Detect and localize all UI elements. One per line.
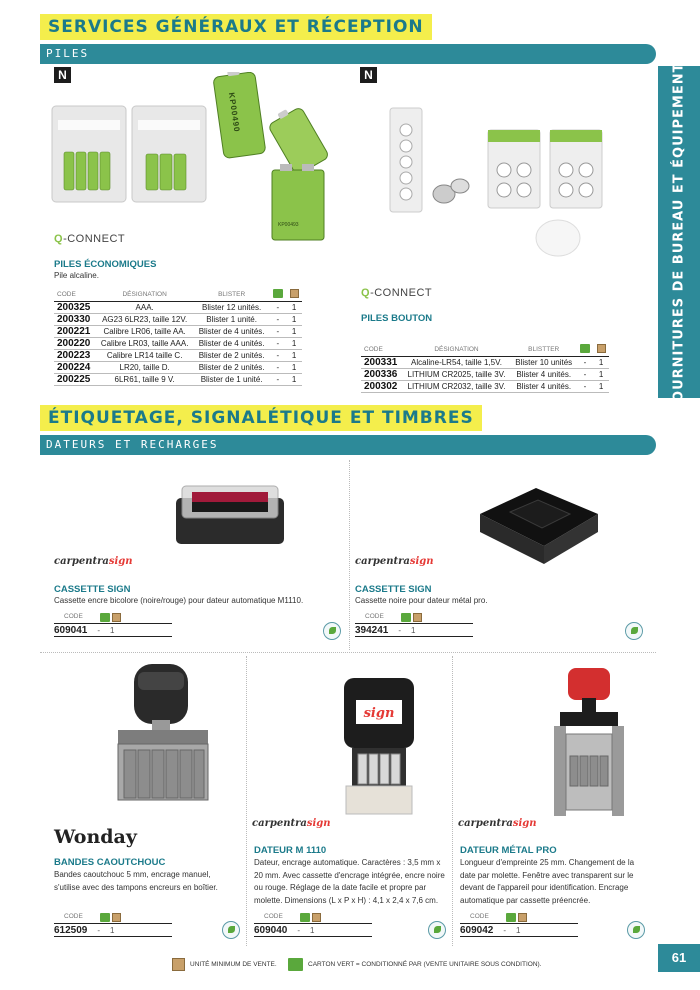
section-title-services: SERVICES GÉNÉRAUX ET RÉCEPTION [40, 14, 432, 40]
qty-cell: 1 [286, 338, 302, 350]
box-icon [172, 958, 185, 971]
dateur-m1110-image [334, 674, 424, 820]
piles-eco-table [54, 288, 302, 386]
code-box [460, 913, 578, 937]
button-batteries-image [380, 104, 610, 260]
box-icon [312, 913, 321, 922]
dash: - [97, 925, 101, 935]
designation-cell: Alcaline-LR54, taille 1,5V. [402, 357, 511, 369]
col-designation: DÉSIGNATION [402, 343, 511, 357]
box-icon [112, 913, 121, 922]
designation-cell: AAA. [95, 302, 193, 314]
product-code: 200331 [361, 357, 402, 369]
sign-name: sign [108, 556, 133, 567]
carpentra-logo [458, 818, 537, 829]
dash: - [503, 925, 507, 935]
code-label: CODE [64, 913, 83, 920]
green-carton-icon [288, 958, 303, 971]
product-desc-piles-eco: Pile alcaline. [54, 271, 99, 280]
blister-cell: Blister 10 unités [511, 357, 577, 369]
qty-cell: 1 [286, 374, 302, 386]
dash: - [297, 925, 301, 935]
min-qty: 1 [516, 925, 521, 935]
designation-cell: LITHIUM CR2032, taille 3V. [402, 381, 511, 393]
product-code: 394241 [355, 624, 389, 636]
qty-cell: 1 [286, 314, 302, 326]
col-blister: BLISTTER [511, 343, 577, 357]
table-row [54, 374, 302, 386]
eco-label-icon [428, 921, 446, 939]
table-row [54, 302, 302, 314]
qconnect-logo [361, 287, 432, 299]
batteries-image [50, 72, 350, 242]
table-row [54, 314, 302, 326]
product-title: CASSETTE SIGN [54, 584, 131, 595]
designation-cell: Calibre LR03, taille AAA. [95, 338, 193, 350]
side-tab-label: FOURNITURES DE BUREAU ET ÉQUIPEMENTS [671, 52, 687, 412]
battery-9v-label: KP00493 [278, 222, 299, 228]
code-box [254, 913, 372, 937]
box-icon [290, 289, 299, 298]
code-box [355, 613, 473, 637]
dateur-metal-pro-image [548, 664, 628, 826]
dash-cell: - [269, 362, 286, 374]
min-qty: 1 [310, 925, 315, 935]
green-carton-icon [300, 913, 310, 922]
box-icon [413, 613, 422, 622]
new-badge: N [54, 67, 71, 83]
table-row [361, 357, 609, 369]
product-title: CASSETTE SIGN [355, 584, 432, 595]
blister-cell: Blister 4 unités. [511, 369, 577, 381]
dash-cell: - [269, 350, 286, 362]
product-title-piles-eco: PILES ÉCONOMIQUES [54, 259, 157, 270]
product-code: 200336 [361, 369, 402, 381]
carpentra-logo [355, 556, 434, 567]
dash-cell: - [269, 374, 286, 386]
green-carton-icon [506, 913, 516, 922]
product-code: 612509 [54, 924, 88, 936]
min-qty: 1 [411, 625, 416, 635]
product-title: BANDES CAOUTCHOUC [54, 857, 166, 868]
product-code: 609042 [460, 924, 494, 936]
qty-cell: 1 [286, 302, 302, 314]
product-code: 200224 [54, 362, 95, 374]
subsection-bar-dateurs: DATEURS ET RECHARGES [40, 435, 656, 455]
legend-unit [172, 958, 277, 971]
blister-cell: Blister de 2 unités. [194, 362, 270, 374]
table-row [54, 350, 302, 362]
blister-cell: Blister de 4 unités. [194, 338, 270, 350]
code-label: CODE [470, 913, 489, 920]
eco-label-icon [627, 921, 645, 939]
box-icon [518, 913, 527, 922]
code-box [54, 613, 172, 637]
green-carton-icon [273, 289, 283, 298]
qconnect-q: Q [54, 233, 64, 245]
subsection-bar-piles: PILES [40, 44, 656, 64]
designation-cell: LR20, taille D. [95, 362, 193, 374]
table-row [54, 338, 302, 350]
code-box [54, 913, 172, 937]
dash-cell: - [269, 326, 286, 338]
eco-label-icon [323, 622, 341, 640]
product-title-piles-bouton: PILES BOUTON [361, 313, 433, 324]
column-divider [349, 460, 350, 650]
min-qty: 1 [110, 925, 115, 935]
table-row [54, 362, 302, 374]
column-divider [452, 656, 453, 946]
qconnect-rest: -CONNECT [370, 287, 433, 299]
product-code: 200223 [54, 350, 95, 362]
product-code: 200325 [54, 302, 95, 314]
carpentra-name: carpentra [54, 556, 109, 567]
qconnect-q: Q [361, 287, 371, 299]
carpentra-name: carpentra [355, 556, 410, 567]
bandes-caoutchouc-image [108, 660, 218, 816]
designation-cell: Calibre LR06, taille AA. [95, 326, 193, 338]
col-code: CODE [54, 288, 95, 302]
product-code: 200225 [54, 374, 95, 386]
qty-cell: 1 [593, 357, 609, 369]
blister-cell: Blister 1 unité. [194, 314, 270, 326]
product-desc: Cassette noire pour dateur métal pro. [355, 596, 488, 605]
blister-cell: Blister de 1 unité. [194, 374, 270, 386]
product-desc: Bandes caoutchouc 5 mm, encrage manuel, s'utilise avec des tampons encreurs en boîtier. [54, 870, 218, 892]
legend-unit-text: UNITÉ MINIMUM DE VENTE. [190, 961, 277, 968]
col-blister: BLISTER [194, 288, 270, 302]
qty-cell: 1 [286, 350, 302, 362]
qty-cell: 1 [286, 326, 302, 338]
table-row [54, 326, 302, 338]
blister-cell: Blister de 2 unités. [194, 350, 270, 362]
side-tab[interactable] [658, 52, 700, 412]
svg-text:sign: sign [363, 706, 395, 721]
product-title: DATEUR MÉTAL PRO [460, 845, 557, 856]
box-icon [112, 613, 121, 622]
product-code: 200330 [54, 314, 95, 326]
sign-name: sign [409, 556, 434, 567]
col-designation: DÉSIGNATION [95, 288, 193, 302]
green-carton-icon [100, 613, 110, 622]
wonday-logo: Wonday [54, 826, 137, 848]
eco-label-icon [625, 622, 643, 640]
designation-cell: Calibre LR14 taille C. [95, 350, 193, 362]
dash-cell: - [577, 369, 594, 381]
piles-bouton-table [361, 343, 609, 393]
section-title-etiquetage: ÉTIQUETAGE, SIGNALÉTIQUE ET TIMBRES [40, 405, 482, 431]
sign-name: sign [306, 818, 331, 829]
product-code: 200220 [54, 338, 95, 350]
code-label: CODE [365, 613, 384, 620]
dash: - [398, 625, 402, 635]
product-desc: Cassette encre bicolore (noire/rouge) pour dateur automatique M1110. [54, 596, 304, 605]
product-code: 200302 [361, 381, 402, 393]
code-label: CODE [264, 913, 283, 920]
product-desc: Longueur d'empreinte 25 mm. Changement de la date par molette. Fenêtre avec transparent sur le devant de l'appareil pour identification. Encrage automatique par cassette préencrée. [460, 858, 635, 905]
col-code: CODE [361, 343, 402, 357]
blister-cell: Blister 12 unités. [194, 302, 270, 314]
qty-cell: 1 [286, 362, 302, 374]
page-number: 61 [658, 944, 700, 972]
designation-cell: LITHIUM CR2025, taille 3V. [402, 369, 511, 381]
column-divider [246, 656, 247, 946]
carpentra-logo [54, 556, 133, 567]
qty-cell: 1 [593, 381, 609, 393]
box-icon [597, 344, 606, 353]
blister-cell: Blister de 4 unités. [194, 326, 270, 338]
legend-carton [288, 958, 542, 971]
legend-carton-text: CARTON VERT = CONDITIONNÉ PAR (VENTE UNITAIRE SOUS CONDITION). [308, 961, 542, 968]
cassette-noire-image [474, 484, 604, 570]
dash-cell: - [577, 381, 594, 393]
dash-cell: - [269, 302, 286, 314]
green-carton-icon [580, 344, 590, 353]
product-code: 609040 [254, 924, 288, 936]
min-qty: 1 [110, 625, 115, 635]
green-carton-icon [401, 613, 411, 622]
cassette-bicolore-image [170, 482, 290, 552]
product-title: DATEUR M 1110 [254, 845, 327, 856]
qty-cell: 1 [593, 369, 609, 381]
carpentra-name: carpentra [458, 818, 513, 829]
new-badge: N [360, 67, 377, 83]
product-code: 609041 [54, 624, 88, 636]
dash-cell: - [577, 357, 594, 369]
dash-cell: - [269, 338, 286, 350]
dash: - [97, 625, 101, 635]
green-carton-icon [100, 913, 110, 922]
code-label: CODE [64, 613, 83, 620]
qconnect-logo [54, 233, 125, 245]
dash-cell: - [269, 314, 286, 326]
qconnect-rest: -CONNECT [63, 233, 126, 245]
carpentra-name: carpentra [252, 818, 307, 829]
battery-d-label: KP00490 [226, 91, 242, 134]
designation-cell: AG23 6LR23, taille 12V. [95, 314, 193, 326]
product-code: 200221 [54, 326, 95, 338]
designation-cell: 6LR61, taille 9 V. [95, 374, 193, 386]
product-desc: Dateur, encrage automatique. Caractères : 3,5 mm x 20 mm. Avec cassette d'encrage intégrée, encre noire ou rouge. Réglage de la date facile et propre par molette. Dimensions (L x P x H) : 4,1 x 2,4 x 7,6 cm. [254, 858, 445, 905]
table-row [361, 381, 609, 393]
row-divider [40, 652, 656, 653]
table-row [361, 369, 609, 381]
eco-label-icon [222, 921, 240, 939]
carpentra-logo [252, 818, 331, 829]
blister-cell: Blister 4 unités. [511, 381, 577, 393]
sign-name: sign [512, 818, 537, 829]
